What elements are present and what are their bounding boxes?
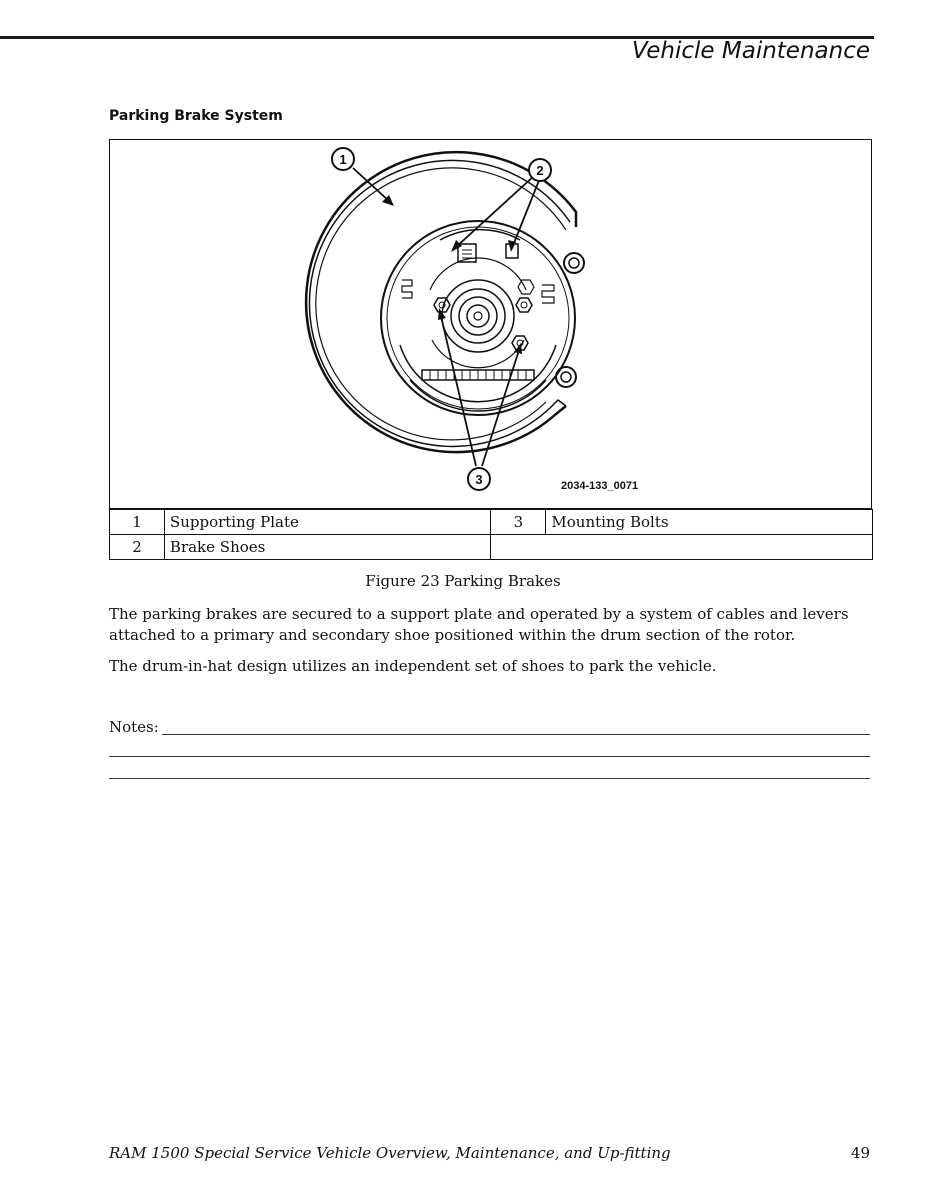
legend-label: Brake Shoes (164, 535, 491, 560)
hub-outer (442, 280, 514, 352)
figure-frame (109, 139, 872, 509)
parking-brake-diagram (110, 140, 871, 508)
figure-code: 2034-133_0071 (561, 480, 639, 492)
figure-caption: Figure 23 Parking Brakes (365, 572, 561, 590)
mounting-ear-top (564, 253, 584, 273)
callout-label-1: 1 (339, 152, 347, 167)
notes-line (162, 734, 870, 735)
callout-label-2: 2 (536, 163, 544, 178)
legend-label: Mounting Bolts (546, 510, 873, 535)
brake-shoe-ring (381, 221, 575, 415)
page-number: 49 (850, 1144, 870, 1162)
legend-label: Supporting Plate (164, 510, 491, 535)
legend-number: 1 (110, 510, 165, 535)
figure-legend-table (109, 509, 873, 560)
legend-number: 3 (491, 510, 546, 535)
section-title: Parking Brake System (109, 108, 283, 124)
legend-row (110, 535, 873, 560)
notes-label: Notes: (109, 718, 159, 736)
page-header-title: Vehicle Maintenance (631, 38, 870, 64)
legend-row (110, 510, 873, 535)
notes-line (109, 756, 870, 757)
body-paragraph-1: The parking brakes are secured to a support plate and operated by a system of cables and levers attached to a primary and secondary shoe positioned within the drum section of the rotor. (109, 605, 849, 644)
footer-title: RAM 1500 Special Service Vehicle Overview, Maintenance, and Up-fitting (109, 1144, 671, 1162)
legend-empty-cell (491, 535, 873, 560)
legend-number: 2 (110, 535, 165, 560)
body-paragraph-2: The drum-in-hat design utilizes an independent set of shoes to park the vehicle. (109, 657, 717, 675)
mounting-bolt-4 (518, 280, 534, 294)
notes-line (109, 778, 870, 779)
callout-label-3: 3 (475, 472, 483, 487)
mounting-bolt-2 (516, 298, 532, 312)
